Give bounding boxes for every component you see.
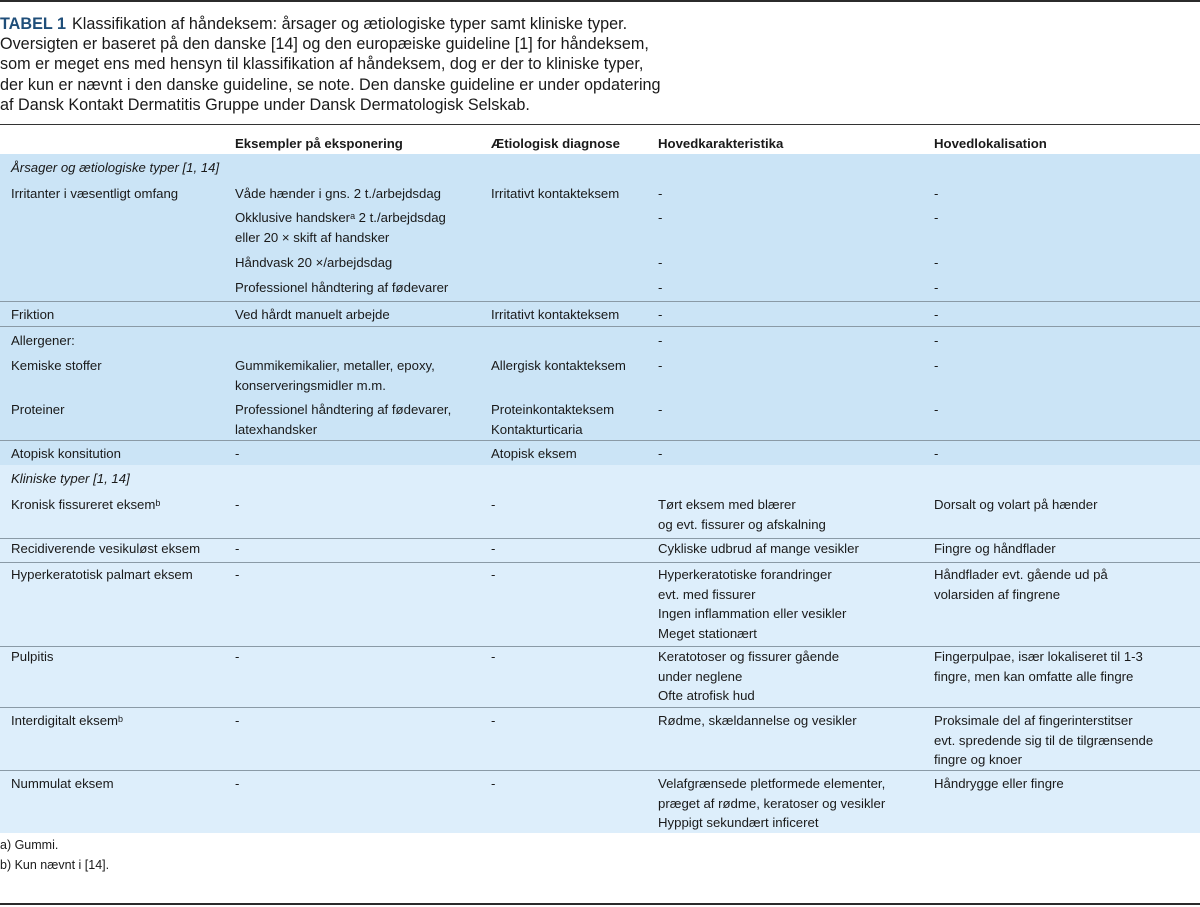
bottom-rule [0,903,1200,905]
diagnosis-cell: - [491,649,496,664]
characteristics-cell: - [658,186,663,201]
diagnosis-cell: Irritativt kontakteksem [491,186,620,201]
characteristics-cell: Velafgrænsede pletformede elementer, præget af rødme, keratoser og vesikler Hyppigt sekundært inficeret [658,776,886,830]
row-label: Friktion [11,307,55,322]
diagnosis-cell: - [491,541,496,556]
exposure-cell: - [235,446,240,461]
localisation-cell: - [934,446,939,461]
header-exposure: Eksempler på eksponering [235,136,403,151]
diagnosis-cell: Allergisk kontakteksem [491,358,626,373]
exposure-cell: Gummikemikalier, metaller, epoxy, konserveringsmidler m.m. [235,358,435,393]
row-label: Proteiner [11,402,65,417]
diagnosis-cell: Irritativt kontakteksem [491,307,620,322]
row-label: Kronisk fissureret eksemᵇ [11,497,161,512]
section-aetiology: Årsager og ætiologiske typer [1, 14] [11,160,220,175]
characteristics-cell: - [658,280,663,295]
row-label: Irritanter i væsentligt omfang [11,186,179,201]
exposure-cell: - [235,776,240,791]
footnote-b: b) Kun nævnt i [14]. [0,858,110,872]
caption-line-4: der kun er nævnt i den danske guideline, se note. Den danske guideline er under opdatering [0,75,661,94]
localisation-cell: - [934,280,939,295]
header-characteristics: Hovedkarakteristika [658,136,784,151]
table-label: TABEL 1 [0,15,66,33]
exposure-cell: - [235,541,240,556]
exposure-cell: - [235,713,240,728]
header-localisation: Hovedlokalisation [934,136,1047,151]
localisation-cell: - [934,255,939,270]
caption-rule [0,124,1200,125]
top-rule [0,0,1200,2]
characteristics-cell: Rødme, skældannelse og vesikler [658,713,857,728]
localisation-cell: Proksimale del af fingerinterstitser evt. spredende sig til de tilgrænsende fingre og knoer [934,713,1154,767]
row-rule [0,707,1200,708]
exposure-cell: - [235,649,240,664]
characteristics-cell: Tørt eksem med blærer og evt. fissurer og afskalning [658,497,826,532]
characteristics-cell: - [658,358,663,373]
caption-line-3: som er meget ens med hensyn til klassifikation af håndeksem, dog er der to kliniske typer, [0,55,644,74]
row-rule [0,770,1200,771]
localisation-cell: - [934,186,939,201]
exposure-cell: Okklusive handskerᵃ 2 t./arbejdsdag eller 20 × skift af handsker [235,210,446,245]
header-diagnosis: Ætiologisk diagnose [491,136,620,151]
characteristics-cell: - [658,255,663,270]
exposure-cell: Våde hænder i gns. 2 t./arbejdsdag [235,186,442,201]
characteristics-cell: - [658,307,663,322]
characteristics-cell: Hyperkeratotiske forandringer evt. med fissurer Ingen inflammation eller vesikler Meget stationært [658,567,847,641]
localisation-cell: - [934,307,939,322]
row-label: Atopisk konsitution [11,446,121,461]
table-caption [0,14,700,115]
diagnosis-cell: Proteinkontakteksem Kontakturticaria [491,402,615,437]
row-label: Nummulat eksem [11,776,114,791]
row-label: Kemiske stoffer [11,358,102,373]
localisation-cell: Fingerpulpae, især lokaliseret til 1-3 fingre, men kan omfatte alle fingre [934,649,1143,684]
localisation-cell: Dorsalt og volart på hænder [934,497,1098,512]
localisation-cell: - [934,358,939,373]
row-rule [0,562,1200,563]
characteristics-cell: - [658,210,663,225]
localisation-cell: Håndrygge eller fingre [934,776,1064,791]
localisation-cell: - [934,210,939,225]
characteristics-cell: Cykliske udbrud af mange vesikler [658,541,859,556]
diagnosis-cell: - [491,713,496,728]
caption-line-2: Oversigten er baseret på den danske [14] og den europæiske guideline [1] for håndeksem, [0,35,649,54]
row-rule [0,440,1200,441]
exposure-cell: Professionel håndtering af fødevarer, latexhandsker [235,402,452,437]
row-label: Hyperkeratotisk palmart eksem [11,567,193,582]
exposure-cell: Professionel håndtering af fødevarer [235,280,449,295]
footnote-a: a) Gummi. [0,838,59,852]
row-rule [0,301,1200,302]
section-clinical: Kliniske typer [1, 14] [11,471,130,486]
characteristics-cell: - [658,446,663,461]
diagnosis-cell: - [491,497,496,512]
characteristics-cell: - [658,333,663,348]
exposure-cell: - [235,497,240,512]
localisation-cell: Håndflader evt. gående ud på volarsiden af fingrene [934,567,1108,602]
exposure-cell: Håndvask 20 ×/arbejdsdag [235,255,393,270]
diagnosis-cell: Atopisk eksem [491,446,577,461]
diagnosis-cell: - [491,567,496,582]
localisation-cell: Fingre og håndflader [934,541,1056,556]
diagnosis-cell: - [491,776,496,791]
localisation-cell: - [934,402,939,417]
row-rule [0,326,1200,327]
row-label: Interdigitalt eksemᵇ [11,713,123,728]
exposure-cell: - [235,567,240,582]
caption-line-1: Klassifikation af håndeksem: årsager og ætiologiske typer samt kliniske typer. [71,15,628,33]
characteristics-cell: Keratotoser og fissurer gående under neglene Ofte atrofisk hud [658,649,840,703]
caption-line-5: af Dansk Kontakt Dermatitis Gruppe under Dansk Dermatologisk Selskab. [0,95,530,114]
localisation-cell: - [934,333,939,348]
row-label: Allergener: [11,333,75,348]
characteristics-cell: - [658,402,663,417]
row-label: Pulpitis [11,649,54,664]
exposure-cell: Ved hårdt manuelt arbejde [235,307,390,322]
row-label: Recidiverende vesikuløst eksem [11,541,201,556]
